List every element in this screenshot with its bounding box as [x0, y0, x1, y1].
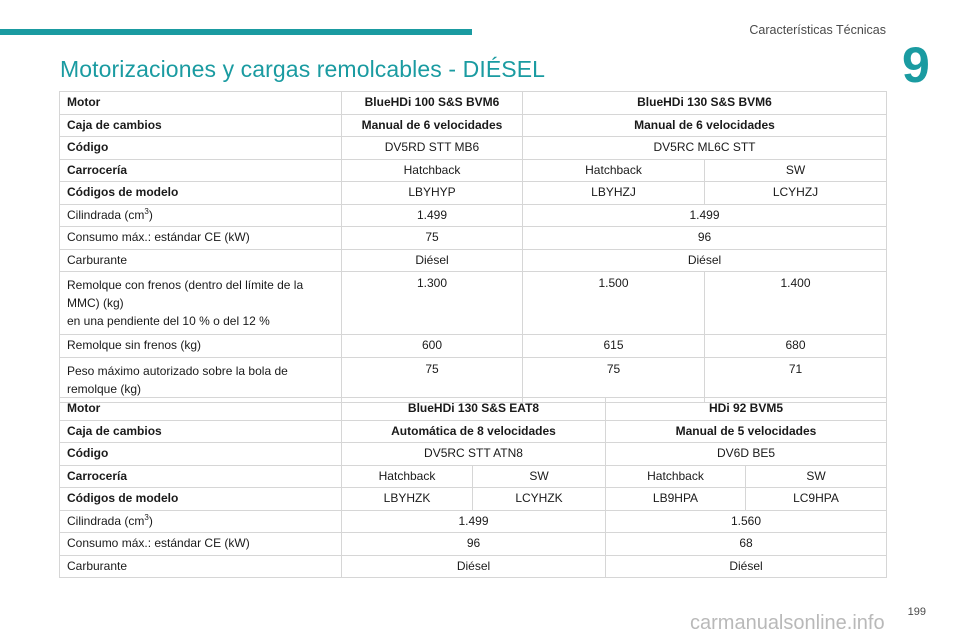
row-label-body: Carrocería [60, 159, 342, 182]
page-number: 199 [907, 606, 926, 618]
cell-power-1: 75 [342, 227, 523, 250]
towball-label-line1: Peso máximo autorizado sobre la bola de [67, 363, 288, 378]
table-row [60, 555, 887, 578]
engines-table-2 [59, 397, 887, 578]
table-row [60, 272, 887, 335]
displacement-label-text: Cilindrada (cm [67, 514, 145, 529]
cell-body-2: SW [473, 465, 606, 488]
cell-motor-2: HDi 92 BVM5 [606, 398, 887, 421]
watermark: carmanualsonline.info [690, 612, 885, 634]
cell-gearbox-1: Manual de 6 velocidades [342, 114, 523, 137]
row-label-displacement [60, 510, 342, 533]
cell-towball-3: 71 [705, 357, 887, 402]
cell-code-2: DV5RC ML6C STT [523, 137, 887, 160]
cell-displacement-2: 1.560 [606, 510, 887, 533]
cell-body-1: Hatchback [342, 465, 473, 488]
table-row [60, 465, 887, 488]
cell-towball-2: 75 [523, 357, 705, 402]
cell-displacement-1: 1.499 [342, 510, 606, 533]
row-label-power: Consumo máx.: estándar CE (kW) [60, 533, 342, 556]
cell-body-3: Hatchback [606, 465, 746, 488]
displacement-label-sup: 3 [144, 513, 149, 523]
cell-motor-1: BlueHDi 100 S&S BVM6 [342, 92, 523, 115]
row-label-model-codes: Códigos de modelo [60, 488, 342, 511]
header-accent-bar [0, 29, 472, 35]
table-row [60, 398, 887, 421]
cell-code-1: DV5RD STT MB6 [342, 137, 523, 160]
cell-model-4: LC9HPA [746, 488, 887, 511]
braked-label-line2: MMC) (kg) [67, 296, 124, 310]
row-label-code: Código [60, 137, 342, 160]
table-row [60, 137, 887, 160]
cell-model-1: LBYHZK [342, 488, 473, 511]
cell-body-3: SW [705, 159, 887, 182]
cell-displacement-2: 1.499 [523, 204, 887, 227]
page-title: Motorizaciones y cargas remolcables - DIÉSEL [60, 56, 546, 82]
cell-power-2: 68 [606, 533, 887, 556]
cell-gearbox-1: Automática de 8 velocidades [342, 420, 606, 443]
cell-model-2: LCYHZK [473, 488, 606, 511]
table-row [60, 92, 887, 115]
table-row [60, 182, 887, 205]
cell-power-2: 96 [523, 227, 887, 250]
row-label-body: Carrocería [60, 465, 342, 488]
table-row [60, 204, 887, 227]
cell-braked-3: 1.400 [705, 272, 887, 335]
cell-code-1: DV5RC STT ATN8 [342, 443, 606, 466]
row-label-gearbox: Caja de cambios [60, 420, 342, 443]
cell-unbraked-2: 615 [523, 335, 705, 358]
table-row [60, 357, 887, 402]
cell-unbraked-1: 600 [342, 335, 523, 358]
displacement-label-text: Cilindrada (cm [67, 208, 145, 223]
cell-braked-2: 1.500 [523, 272, 705, 335]
row-label-fuel: Carburante [60, 249, 342, 272]
cell-motor-1: BlueHDi 130 S&S EAT8 [342, 398, 606, 421]
cell-fuel-1: Diésel [342, 555, 606, 578]
cell-fuel-2: Diésel [606, 555, 887, 578]
displacement-label-end: ) [148, 208, 153, 223]
cell-model-3: LB9HPA [606, 488, 746, 511]
cell-model-3: LCYHZJ [705, 182, 887, 205]
cell-body-4: SW [746, 465, 887, 488]
row-label-power: Consumo máx.: estándar CE (kW) [60, 227, 342, 250]
cell-towball-1: 75 [342, 357, 523, 402]
displacement-label-end: ) [148, 514, 153, 529]
row-label-model-codes: Códigos de modelo [60, 182, 342, 205]
section-title: Características Técnicas [749, 23, 886, 37]
cell-body-2: Hatchback [523, 159, 705, 182]
cell-model-2: LBYHZJ [523, 182, 705, 205]
table-row [60, 488, 887, 511]
cell-body-1: Hatchback [342, 159, 523, 182]
row-label-braked-trailer [60, 272, 342, 335]
row-label-gearbox: Caja de cambios [60, 114, 342, 137]
row-label-unbraked-trailer: Remolque sin frenos (kg) [60, 335, 342, 358]
cell-power-1: 96 [342, 533, 606, 556]
cell-displacement-1: 1.499 [342, 204, 523, 227]
cell-braked-1: 1.300 [342, 272, 523, 335]
engines-table-1 [59, 91, 887, 403]
cell-fuel-1: Diésel [342, 249, 523, 272]
row-label-motor: Motor [60, 398, 342, 421]
cell-gearbox-2: Manual de 5 velocidades [606, 420, 887, 443]
chapter-number: 9 [902, 37, 930, 93]
cell-code-2: DV6D BE5 [606, 443, 887, 466]
table-row [60, 114, 887, 137]
table-row [60, 249, 887, 272]
cell-gearbox-2: Manual de 6 velocidades [523, 114, 887, 137]
cell-unbraked-3: 680 [705, 335, 887, 358]
displacement-label-sup: 3 [144, 207, 149, 217]
cell-model-1: LBYHYP [342, 182, 523, 205]
row-label-displacement [60, 204, 342, 227]
table-row [60, 420, 887, 443]
braked-label-line3: en una pendiente del 10 % o del 12 % [67, 314, 270, 328]
table-row [60, 227, 887, 250]
row-label-motor: Motor [60, 92, 342, 115]
row-label-fuel: Carburante [60, 555, 342, 578]
row-label-code: Código [60, 443, 342, 466]
towball-label-line2: remolque (kg) [67, 381, 142, 396]
table-row [60, 533, 887, 556]
cell-motor-2: BlueHDi 130 S&S BVM6 [523, 92, 887, 115]
cell-fuel-2: Diésel [523, 249, 887, 272]
table-row [60, 159, 887, 182]
table-row [60, 443, 887, 466]
table-row [60, 335, 887, 358]
braked-label-line1: Remolque con frenos (dentro del límite de la [67, 278, 304, 292]
table-row [60, 510, 887, 533]
row-label-towball [60, 357, 342, 402]
